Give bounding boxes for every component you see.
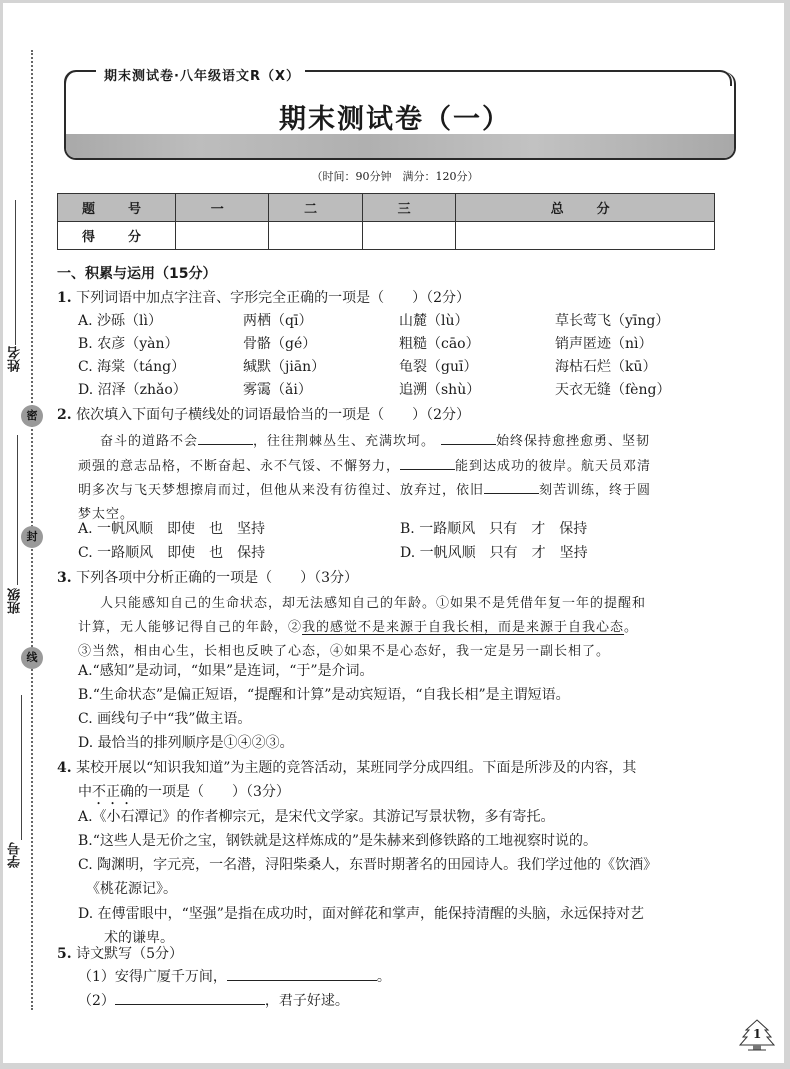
title-band xyxy=(66,134,734,158)
q2-blank-4[interactable] xyxy=(484,481,539,494)
q3-passage-line: ③当然，相由心生，长相也反映了心态，④如果不是心态好，我一定是另一副长相了。 xyxy=(78,644,611,659)
q2-passage-line xyxy=(78,455,651,474)
q4-option-a: A.《小石潭记》的作者柳宗元，是宋代文学家。其游记写景状物，多有寄托。 xyxy=(78,809,555,825)
q5-text: （2） xyxy=(78,993,115,1009)
q4-number: 4. xyxy=(57,760,72,776)
q3-option-d: D. 最恰当的排列顺序是①④②③。 xyxy=(78,735,294,751)
q2-text: 能到达成功的彼岸。航天员邓清 xyxy=(455,459,652,474)
q3-option-b: B.“生命状态”是偏正短语，“提醒和计算”是动宾短语，“自我长相”是主谓短语。 xyxy=(78,687,570,703)
q3-underlined-sentence: 我的感觉不是来源于自我长相，而是来源于自我心态 xyxy=(302,620,625,635)
score-table-header xyxy=(58,194,715,222)
q1-opt: 销声匿迹（nì） xyxy=(555,336,653,352)
score-table-row xyxy=(58,222,715,250)
q4-option-d-cont: 术的谦卑。 xyxy=(104,930,174,946)
score-input-3[interactable] xyxy=(362,222,455,250)
q4-text: 的一项是（ ）（3分） xyxy=(134,784,290,800)
frame-corner-left xyxy=(64,70,96,86)
q1-opt: 粗糙（cāo） xyxy=(399,336,480,352)
q4-stem xyxy=(57,757,636,777)
q3-number: 3. xyxy=(57,570,72,586)
q2-text: 始终保持愈挫愈勇、坚韧 xyxy=(496,434,651,449)
q2-option-a: A. 一帆风顺 即使 也 坚持 xyxy=(78,521,266,537)
q1-opt: 追溯（shù） xyxy=(399,382,481,398)
q5-text: （1）安得广厦千万间， xyxy=(78,969,227,985)
q3-passage-line xyxy=(78,616,638,635)
q3-option-c: C. 画线句子中“我”做主语。 xyxy=(78,711,252,727)
q2-number: 2. xyxy=(57,407,72,423)
cell-score-label: 得 分 xyxy=(58,222,176,250)
q5-item-2 xyxy=(78,990,349,1010)
seal-mi: 密 xyxy=(21,405,43,427)
q4-option-b: B.“这些人是无价之宝，钢铁就是这样炼成的”是朱赫来到修铁路的工地视察时说的。 xyxy=(78,833,598,849)
q1-opt: 龟裂（guī） xyxy=(399,359,478,375)
q1-opt: 山麓（lù） xyxy=(399,313,469,329)
q3-option-a: A.“感知”是动词，“如果”是连词，“于”是介词。 xyxy=(78,663,374,679)
id-label: 学号 xyxy=(8,842,23,868)
frame-corner-right xyxy=(305,70,732,86)
q2-text: ，往往荆棘丛生、充满坎坷。 xyxy=(253,434,436,449)
q5-text: 。 xyxy=(376,969,391,985)
q1-opt: A. 沙砾（lì） xyxy=(78,313,162,329)
q5-blank-1[interactable] xyxy=(227,968,377,981)
class-write-line xyxy=(17,435,18,585)
q2-passage-line xyxy=(78,479,651,498)
page-title: 期末测试卷（一） xyxy=(279,104,511,135)
q4-emphasis: 不正确 xyxy=(92,784,134,800)
score-input-total[interactable] xyxy=(456,222,715,250)
cell-total: 总 分 xyxy=(456,194,715,222)
score-input-1[interactable] xyxy=(176,222,269,250)
q4-option-c-cont: 《桃花源记》。 xyxy=(86,881,177,897)
cell-part-1: 一 xyxy=(176,194,269,222)
q1-number: 1. xyxy=(57,290,72,306)
q4-stem-cont xyxy=(78,781,290,808)
q2-text: 奋斗的道路不会 xyxy=(100,434,199,449)
cell-part-3: 三 xyxy=(362,194,455,222)
q1-stem xyxy=(57,287,470,307)
cell-part-2: 二 xyxy=(269,194,362,222)
q1-opt: 雾霭（ǎi） xyxy=(243,382,312,398)
q1-opt: 缄默（jiān） xyxy=(243,359,326,375)
q1-opt: 骨骼（gé） xyxy=(243,336,317,352)
q1-opt: 两栖（qī） xyxy=(243,313,313,329)
q1-opt: B. 农彦（yàn） xyxy=(78,336,179,352)
q3-text: 。 xyxy=(624,620,639,635)
q2-passage-line xyxy=(100,430,650,449)
q2-passage-line: 梦太空。 xyxy=(78,507,135,522)
q4-text: 中 xyxy=(78,784,92,800)
q1-opt: 天衣无缝（fèng） xyxy=(555,382,671,398)
q2-text: 明多次与飞天梦想擦肩而过，但他从来没有彷徨过、放弃过，依旧 xyxy=(78,483,485,498)
q4-text: 某校开展以“知识我知道”为主题的竞答活动，某班同学分成四组。下面是所涉及的内容，其 xyxy=(76,760,637,776)
q2-text: 顽强的意志品格，不断奋起、永不气馁、不懈努力， xyxy=(78,459,401,474)
class-label: 班级 xyxy=(8,588,23,614)
q1-opt: 海枯石烂（kū） xyxy=(555,359,657,375)
q5-text: 诗文默写（5分） xyxy=(76,946,183,962)
q2-text: 依次填入下面句子横线处的词语最恰当的一项是（ ）（2分） xyxy=(76,407,470,423)
score-input-2[interactable] xyxy=(269,222,362,250)
page-number: 1 xyxy=(753,1027,762,1041)
seal-xian: 线 xyxy=(21,647,43,669)
q5-stem xyxy=(57,943,183,963)
series-label: 期末测试卷·八年级语文R（X） xyxy=(100,65,304,84)
score-table xyxy=(57,193,715,250)
q3-stem xyxy=(57,567,358,587)
q4-option-c: C. 陶渊明，字元亮，一名潜，浔阳柴桑人，东晋时期著名的田园诗人。我们学过他的《饮酒》 xyxy=(78,857,658,873)
q5-number: 5. xyxy=(57,946,72,962)
q3-text: 计算，无人能够记得自己的年龄，② xyxy=(78,620,303,635)
q2-stem xyxy=(57,404,470,424)
q5-text: ，君子好逑。 xyxy=(264,993,349,1009)
q2-blank-3[interactable] xyxy=(400,457,455,470)
q2-blank-1[interactable] xyxy=(198,432,253,445)
exam-info: （时间：90分钟 满分：120分） xyxy=(311,170,479,183)
q2-option-d: D. 一帆风顺 只有 才 坚持 xyxy=(400,545,588,561)
q3-passage-line: 人只能感知自己的生命状态，却无法感知自己的年龄。①如果不是凭借年复一年的提醒和 xyxy=(100,596,647,611)
q2-blank-2[interactable] xyxy=(441,432,496,445)
name-write-line xyxy=(15,200,16,345)
section-heading: 一、积累与运用（15分） xyxy=(57,266,217,282)
q2-option-c: C. 一路顺风 即使 也 保持 xyxy=(78,545,266,561)
q3-text: 下列各项中分析正确的一项是（ ）（3分） xyxy=(76,570,358,586)
seal-feng: 封 xyxy=(21,526,43,548)
q1-opt: C. 海棠（táng） xyxy=(78,359,186,375)
id-write-line xyxy=(21,695,22,840)
name-label: 姓名 xyxy=(8,346,23,372)
page-number-badge xyxy=(738,1018,776,1054)
q5-blank-2[interactable] xyxy=(115,992,265,1005)
q1-opt: 草长莺飞（yīng） xyxy=(555,313,670,329)
q2-text: 刻苦训练，终于圆 xyxy=(539,483,652,498)
q1-text: 下列词语中加点字注音、字形完全正确的一项是（ ）（2分） xyxy=(76,290,470,306)
cell-label: 题 号 xyxy=(58,194,176,222)
q2-option-b: B. 一路顺风 只有 才 保持 xyxy=(400,521,588,537)
q4-option-d: D. 在傅雷眼中，“坚强”是指在成功时，面对鲜花和掌声，能保持清醒的头脑，永远保持对艺 xyxy=(78,906,644,922)
q5-item-1 xyxy=(78,966,391,986)
q1-opt: D. 沼泽（zhǎo） xyxy=(78,382,187,398)
